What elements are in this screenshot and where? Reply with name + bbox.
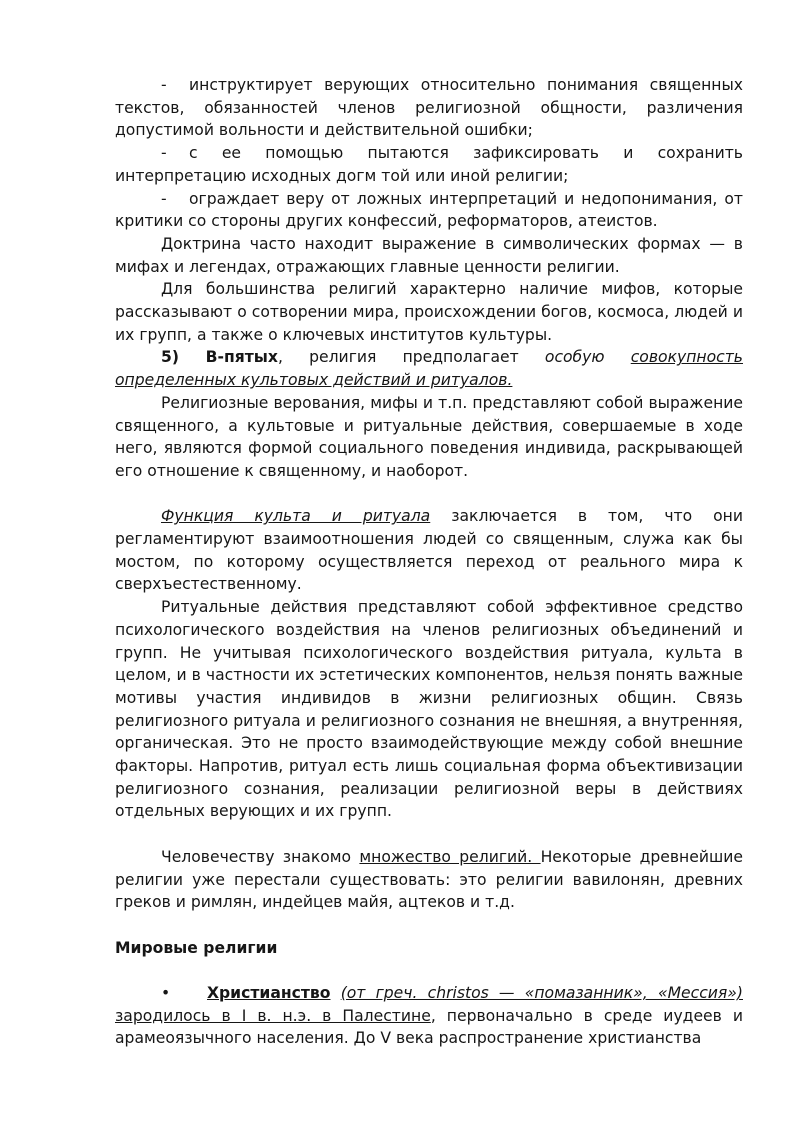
bullet-item-christianity: • Христианство (от греч. christos — «помазанник», «Мессия») зародилось в I в. н.э. в Палестине, первоначально в среде иудеев и арамеоязычного населения. До V века распространение христианства bbox=[115, 984, 743, 1048]
bold-lead: 5) В-пятых bbox=[161, 348, 278, 367]
italic-text: особую bbox=[544, 348, 631, 367]
blank-line bbox=[115, 823, 743, 846]
list-item-dash bbox=[115, 142, 743, 187]
blank-line bbox=[115, 914, 743, 937]
paragraph-text: ограждает веру от ложных интерпретаций и недопонимания, от критики со стороны других конфессий, реформаторов, атеистов. bbox=[115, 189, 743, 231]
paragraph-text: инструктирует верующих относительно понимания священных текстов, обязанностей членов религиозной общности, различения допустимой вольности и действительной ошибки; bbox=[115, 76, 743, 140]
paragraph-ritual: Ритуальные действия представляют собой эффективное средство психологического воздействия на членов религиозных объединений и групп. Не учитывая психологического воздействия ритуала, культа в целом, и в частности их эстетических компонентов, нельзя понять важные мотивы участия индивидов в жизни религиозных общин. Связь религиозного ритуала и религиозного сознания не внешняя, а внутренняя, органическая. Это не просто взаимодействующие между собой внешние факторы. Напротив, ритуал есть лишь социальная форма объективизации религиозного сознания, реализации религиозной веры в действиях отдельных верующих и их групп. bbox=[115, 598, 743, 821]
italic-underlined-text: совокупность определенных культовых действий и ритуалов. bbox=[115, 348, 743, 390]
italic-underlined-text: (от греч. christos — «помазанник», «Мессия») bbox=[340, 984, 743, 1003]
list-item-dash bbox=[115, 74, 743, 142]
paragraph-religions: Человечеству знакомо множество религий. Некоторые древнейшие религии уже перестали существовать: это религии вавилонян, древних греков и римлян, индейцев майя, ацтеков и т.д. bbox=[115, 847, 743, 912]
blank-line bbox=[115, 959, 743, 982]
bullet-icon: • bbox=[161, 984, 171, 1003]
dash-marker: - bbox=[161, 144, 167, 163]
italic-underlined-text: Функция культа и ритуала bbox=[161, 507, 431, 526]
dash-marker: - bbox=[161, 189, 167, 208]
document-page bbox=[115, 74, 743, 1050]
paragraph-text: с ее помощью пытаются зафиксировать и сохранить интерпретацию исходных догм той или иной религии; bbox=[115, 144, 743, 185]
paragraph-doctrine: Доктрина часто находит выражение в символических формах — в мифах и легендах, отражающих главные ценности религии. bbox=[115, 234, 743, 276]
paragraph-myths: Для большинства религий характерно наличие мифов, которые рассказывают о сотворении мира, происхождении богов, космоса, людей и их групп, а также о ключевых институтов культуры. bbox=[115, 280, 743, 344]
paragraph-fifth: 5) В-пятых, религия предполагает особую совокупность определенных культовых действий и ритуалов. bbox=[115, 348, 743, 390]
list-item-dash bbox=[115, 188, 743, 233]
dash-marker: - bbox=[161, 76, 167, 94]
section-heading: Мировые религии bbox=[115, 938, 278, 957]
underlined-text: зародилось в I в. н.э. в Палестине bbox=[115, 1006, 431, 1025]
paragraph-beliefs: Религиозные верования, мифы и т.п. представляют собой выражение священного, а культовые и ритуальные действия, совершаемые в ходе него, являются формой социального поведения индивида, раскрывающей его отношение к священному, и наоборот. bbox=[115, 393, 743, 480]
underlined-text: множество религий. bbox=[359, 847, 541, 866]
bold-underlined-text: Христианство bbox=[207, 984, 331, 1003]
blank-line bbox=[115, 483, 743, 506]
paragraph-cult-function: Функция культа и ритуала заключается в том, что они регламентируют взаимоотношения людей со священным, служа как бы мостом, по которому осуществляется переход от реального мира к сверхъестественному. bbox=[115, 507, 743, 594]
